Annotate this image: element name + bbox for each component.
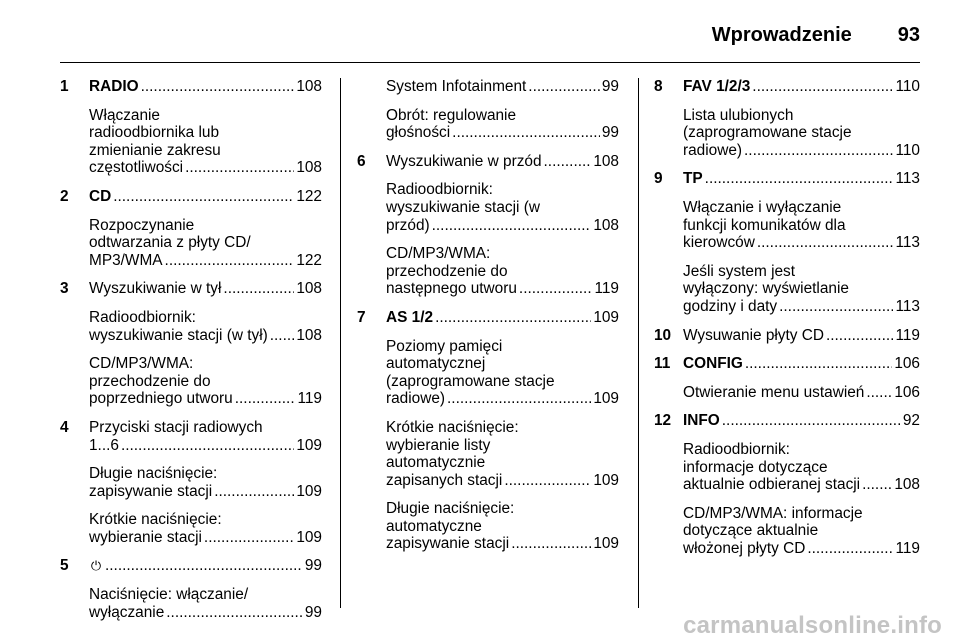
entry-number: 4 <box>60 418 69 436</box>
dot-leader <box>435 309 591 327</box>
index-column-2 <box>357 78 619 564</box>
entry-line <box>683 199 920 217</box>
page-reference: 109 <box>296 436 322 454</box>
entry-line <box>89 529 322 547</box>
index-entry <box>357 245 619 298</box>
index-entry <box>60 355 322 408</box>
entry-number <box>357 419 386 489</box>
index-entry <box>60 511 322 546</box>
dot-leader <box>235 390 296 408</box>
entry-number: 8 <box>654 78 663 95</box>
entry-number <box>60 217 89 270</box>
dot-leader <box>166 604 303 622</box>
entry-line <box>683 355 920 373</box>
entry-text: odtwarzania z płyty CD/ <box>89 234 251 252</box>
page-reference: 106 <box>894 383 920 401</box>
dot-leader <box>511 535 591 553</box>
entry-number <box>654 384 683 402</box>
page-reference: 109 <box>593 390 619 408</box>
page-reference: 108 <box>296 326 322 344</box>
dot-leader <box>722 412 901 430</box>
entry-line <box>683 540 920 558</box>
entry-number <box>357 245 386 298</box>
page-reference: 109 <box>593 535 619 553</box>
index-entry <box>357 419 619 489</box>
entry-line <box>683 412 920 430</box>
dot-leader <box>705 170 894 188</box>
entry-text: informacje dotyczące <box>683 458 828 476</box>
dot-leader <box>185 159 294 177</box>
entry-text: Radioodbiornik: <box>683 440 790 458</box>
entry-number <box>60 465 89 500</box>
entry-text: przechodzenie do <box>386 262 508 280</box>
entry-text: Wysuwanie płyty CD <box>683 326 824 344</box>
dot-leader <box>270 327 295 345</box>
entry-text: INFO <box>683 412 720 430</box>
entry-line <box>683 217 920 235</box>
index-entry <box>60 107 322 177</box>
entry-line <box>683 327 920 345</box>
entry-text: wyszukiwanie stacji (w <box>386 198 540 216</box>
page-reference: 110 <box>895 141 920 159</box>
entry-number <box>357 107 386 142</box>
entry-text: Rozpoczynanie <box>89 216 195 234</box>
header-divider <box>60 62 920 63</box>
dot-leader <box>744 142 893 160</box>
entry-text: automatycznej <box>386 355 486 373</box>
page-reference: 119 <box>895 539 920 557</box>
index-entry <box>654 107 920 160</box>
entry-line <box>89 159 322 177</box>
entry-text: poprzedniego utworu <box>89 390 233 408</box>
entry-line <box>683 441 920 459</box>
dot-leader <box>121 437 294 455</box>
index-entry <box>357 181 619 234</box>
entry-number: 11 <box>654 355 671 373</box>
index-column-3 <box>654 78 920 568</box>
entry-text: częstotliwości <box>89 159 184 177</box>
page-reference: 108 <box>593 152 619 170</box>
entry-number: 7 <box>357 308 366 326</box>
entry-text: radioodbiornika lub <box>89 124 220 142</box>
entry-number <box>654 505 683 558</box>
entry-line <box>683 522 920 540</box>
entry-line <box>89 511 322 529</box>
entry-number: 2 <box>60 187 69 205</box>
dot-leader <box>826 327 893 345</box>
index-entry <box>357 309 619 327</box>
dot-leader <box>447 390 591 408</box>
page-reference: 119 <box>594 280 619 298</box>
entry-text: TP <box>683 170 703 188</box>
page-number: 93 <box>897 23 920 46</box>
entry-number: 12 <box>654 412 672 430</box>
entry-text: radiowe) <box>386 390 446 408</box>
entry-number <box>654 107 683 160</box>
entry-text: radiowe) <box>683 141 743 159</box>
entry-text: AS 1/2 <box>386 308 434 326</box>
entry-line <box>683 234 920 252</box>
entry-line <box>386 472 619 490</box>
entry-line <box>386 500 619 518</box>
entry-line <box>386 454 619 472</box>
power-icon: ⏻ <box>90 558 102 574</box>
dot-leader <box>745 355 892 373</box>
entry-text: System Infotainment <box>386 78 527 95</box>
index-entry <box>654 355 920 373</box>
entry-line <box>683 170 920 188</box>
index-entry <box>357 338 619 408</box>
entry-line <box>89 355 322 373</box>
dot-leader <box>165 252 295 270</box>
page-reference: 113 <box>895 234 920 252</box>
entry-line <box>683 263 920 281</box>
entry-text: aktualnie odbieranej stacji <box>683 476 861 494</box>
entry-text: Długie naciśnięcie: <box>386 500 515 518</box>
page-reference: 108 <box>894 476 920 494</box>
entry-line <box>683 476 920 494</box>
entry-line <box>89 586 322 604</box>
dot-leader <box>223 280 294 298</box>
page-reference: 92 <box>902 412 920 430</box>
page-reference: 122 <box>296 187 322 205</box>
entry-text: Otwieranie menu ustawień <box>683 383 865 401</box>
entry-number <box>60 355 89 408</box>
entry-number <box>357 181 386 234</box>
entry-text: Długie naciśnięcie: <box>89 465 218 483</box>
entry-text: Krótkie naciśnięcie: <box>89 511 222 529</box>
entry-text: kierowców <box>683 234 755 252</box>
entry-number <box>60 586 89 621</box>
page-reference: 113 <box>895 170 920 188</box>
entry-text: CD/MP3/WMA: <box>89 355 194 373</box>
entry-line <box>386 199 619 217</box>
page-reference: 122 <box>296 251 322 269</box>
entry-text: zmienianie zakresu <box>89 141 221 159</box>
page-reference: 106 <box>894 355 920 373</box>
entry-line <box>89 124 322 142</box>
entry-number: 1 <box>60 78 69 95</box>
index-entry <box>654 505 920 558</box>
entry-text: Obrót: regulowanie <box>386 106 517 124</box>
page-reference: 109 <box>296 482 322 500</box>
index-entry <box>357 153 619 171</box>
entry-text: Krótkie naciśnięcie: <box>386 418 519 436</box>
entry-text: Włączanie <box>89 106 160 124</box>
index-entry <box>654 327 920 345</box>
entry-text: automatyczne <box>386 517 482 535</box>
dot-leader <box>779 298 893 316</box>
entry-line <box>89 280 322 298</box>
entry-line <box>386 355 619 373</box>
entry-line <box>89 604 322 622</box>
entry-line <box>386 78 619 96</box>
page-header <box>60 20 920 50</box>
entry-text: głośności <box>386 124 451 142</box>
entry-line <box>683 505 920 523</box>
entry-text: zapisanych stacji <box>386 471 503 489</box>
dot-leader <box>528 78 600 96</box>
entry-line <box>386 419 619 437</box>
entry-text: zapisywanie stacji <box>386 535 510 553</box>
entry-line <box>89 107 322 125</box>
entry-line <box>386 263 619 281</box>
entry-line <box>386 280 619 298</box>
entry-number: 3 <box>60 280 69 298</box>
index-entry <box>60 309 322 344</box>
dot-leader <box>544 153 592 171</box>
page-reference: 99 <box>304 603 322 621</box>
page-reference: 109 <box>296 528 322 546</box>
entry-line <box>386 153 619 171</box>
entry-line <box>89 142 322 160</box>
entry-line <box>89 419 322 437</box>
entry-line <box>683 107 920 125</box>
entry-text: wyszukiwanie stacji (w tył) <box>89 326 268 344</box>
index-entry <box>654 412 920 430</box>
page-reference: 108 <box>296 78 322 95</box>
entry-text: Jeśli system jest <box>683 262 796 280</box>
page-reference: 108 <box>296 159 322 177</box>
page-reference: 99 <box>601 78 619 95</box>
index-entry <box>654 384 920 402</box>
entry-line <box>386 245 619 263</box>
entry-line <box>386 217 619 235</box>
entry-line <box>89 483 322 501</box>
entry-text: wyłączony: wyświetlanie <box>683 280 849 298</box>
entry-line <box>386 373 619 391</box>
entry-line <box>386 107 619 125</box>
index-entry <box>357 78 619 96</box>
entry-text: włożonej płyty CD <box>683 539 806 557</box>
entry-text: FAV 1/2/3 <box>683 78 751 95</box>
index-entry <box>654 78 920 96</box>
entry-line <box>89 252 322 270</box>
dot-leader <box>504 472 591 490</box>
entry-line <box>89 309 322 327</box>
entry-line <box>89 373 322 391</box>
entry-line <box>683 142 920 160</box>
entry-line <box>683 459 920 477</box>
dot-leader <box>757 234 894 252</box>
entry-line <box>89 437 322 455</box>
dot-leader <box>862 476 892 494</box>
index-entry <box>654 441 920 494</box>
entry-number <box>357 500 386 553</box>
entry-line <box>386 390 619 408</box>
entry-text: następnego utworu <box>386 280 517 298</box>
entry-text: Wyszukiwanie w przód <box>386 152 542 170</box>
entry-line <box>683 298 920 316</box>
entry-number <box>357 78 386 96</box>
entry-text: zapisywanie stacji <box>89 482 213 500</box>
entry-text: Radioodbiornik: <box>89 308 196 326</box>
entry-line <box>683 280 920 298</box>
entry-line <box>386 181 619 199</box>
entry-number <box>60 511 89 546</box>
column-divider-1 <box>340 78 341 608</box>
entry-text: Włączanie i wyłączanie <box>683 198 842 216</box>
index-entry <box>60 465 322 500</box>
entry-line <box>683 124 920 142</box>
entry-line <box>89 557 322 575</box>
page-reference: 119 <box>895 326 920 344</box>
index-entry <box>357 500 619 553</box>
page-reference: 109 <box>593 308 619 326</box>
entry-text: wybieranie stacji <box>89 528 202 546</box>
index-entry <box>654 170 920 188</box>
index-entry <box>654 263 920 316</box>
page-reference: 99 <box>601 124 619 142</box>
entry-number: 10 <box>654 326 672 344</box>
entry-text: Naciśnięcie: włączanie/ <box>89 586 249 604</box>
entry-text: dotyczące aktualnie <box>683 522 819 540</box>
dot-leader <box>214 483 294 501</box>
entry-line <box>386 437 619 455</box>
entry-line <box>683 384 920 402</box>
page-reference: 119 <box>297 390 322 408</box>
entry-text: godziny i daty <box>683 297 778 315</box>
dot-leader <box>432 217 592 235</box>
dot-leader <box>519 280 593 298</box>
entry-text: automatycznie <box>386 454 486 472</box>
dot-leader <box>113 188 294 206</box>
entry-text: (zaprogramowane stacje <box>683 124 852 142</box>
index-entry <box>357 107 619 142</box>
entry-text: Poziomy pamięci <box>386 337 503 355</box>
entry-number <box>654 441 683 494</box>
dot-leader <box>452 124 600 142</box>
index-entry <box>654 199 920 252</box>
entry-text: wybieranie listy <box>386 436 491 454</box>
entry-line <box>386 338 619 356</box>
entry-text: MP3/WMA <box>89 251 163 269</box>
entry-line <box>89 465 322 483</box>
entry-line <box>386 309 619 327</box>
page-reference: 108 <box>593 216 619 234</box>
dot-leader <box>752 78 893 96</box>
page-reference: 110 <box>895 78 920 95</box>
column-divider-2 <box>638 78 639 608</box>
page-reference: 113 <box>895 297 920 315</box>
entry-line <box>89 327 322 345</box>
entry-text: (zaprogramowane stacje <box>386 372 555 390</box>
entry-number <box>357 338 386 408</box>
entry-text: Radioodbiornik: <box>386 181 493 199</box>
entry-number: 9 <box>654 170 663 188</box>
entry-text: RADIO <box>89 78 139 95</box>
entry-text: CD/MP3/WMA: informacje <box>683 504 863 522</box>
entry-line <box>89 234 322 252</box>
page-reference: 99 <box>304 557 322 575</box>
entry-text: CD/MP3/WMA: <box>386 245 491 263</box>
index-entry <box>60 78 322 96</box>
index-column-1 <box>60 78 322 632</box>
entry-text: funkcji komunikatów dla <box>683 216 846 234</box>
page-title: Wprowadzenie <box>711 23 852 46</box>
entry-number <box>60 309 89 344</box>
entry-line <box>89 390 322 408</box>
index-entry <box>60 557 322 575</box>
entry-number <box>60 107 89 177</box>
dot-leader <box>141 78 295 96</box>
entry-line <box>386 518 619 536</box>
entry-text: przód) <box>386 216 430 234</box>
dot-leader <box>807 540 893 558</box>
entry-line <box>386 124 619 142</box>
entry-number: 5 <box>60 557 69 575</box>
index-entry <box>60 217 322 270</box>
entry-text: przechodzenie do <box>89 372 211 390</box>
entry-line <box>89 217 322 235</box>
entry-text: 1...6 <box>89 436 119 454</box>
page-reference: 109 <box>593 471 619 489</box>
dot-leader <box>105 557 303 575</box>
entry-line <box>386 535 619 553</box>
index-entry <box>60 188 322 206</box>
entry-line <box>683 78 920 96</box>
page-reference: 108 <box>296 280 322 298</box>
entry-text: wyłączanie <box>89 603 165 621</box>
entry-line <box>89 78 322 96</box>
entry-number <box>654 199 683 252</box>
entry-number: 6 <box>357 152 366 170</box>
index-entry <box>60 419 322 454</box>
entry-text: Lista ulubionych <box>683 106 794 124</box>
entry-line <box>89 188 322 206</box>
dot-leader <box>204 529 294 547</box>
entry-text: CD <box>89 187 112 205</box>
entry-number <box>654 263 683 316</box>
entry-text: Wyszukiwanie w tył <box>89 280 222 298</box>
watermark: carmanualsonline.info <box>683 612 942 639</box>
entry-text: Przyciski stacji radiowych <box>89 418 263 436</box>
dot-leader <box>866 384 892 402</box>
index-entry <box>60 280 322 298</box>
index-entry <box>60 586 322 621</box>
entry-text: CONFIG <box>683 355 743 373</box>
